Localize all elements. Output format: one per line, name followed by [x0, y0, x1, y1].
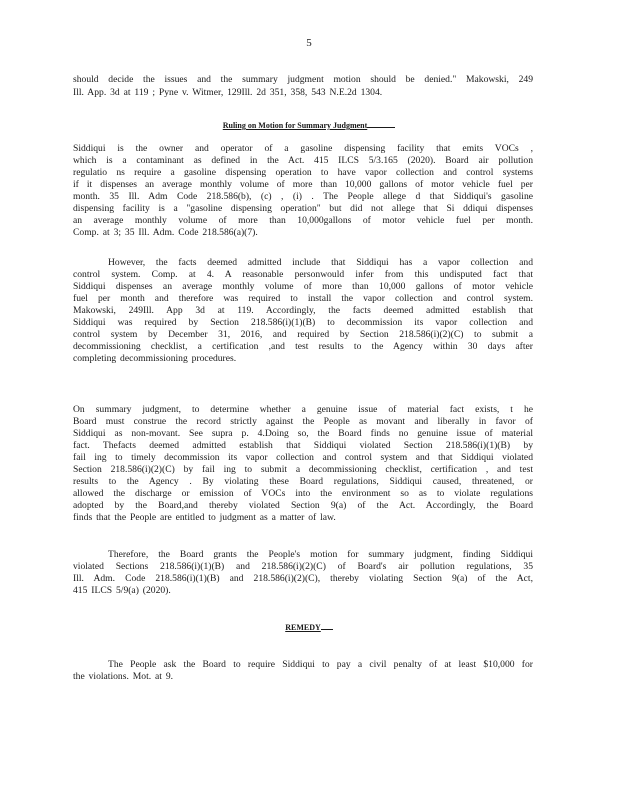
- text-line: Therefore, the Board grants the People's motion for summary judgment, finding Siddiqui: [108, 549, 533, 560]
- text-line: Comp. at 3; 35 Ill. Adm. Code 218.586(a)(7).: [73, 227, 258, 238]
- text-line: 415 ILCS 5/9(a) (2020).: [73, 585, 171, 596]
- section-heading-ruling-text: Ruling on Motion for Summary Judgment: [222, 121, 368, 130]
- text-line: which is a contaminant as defined in the Act. 415 ILCS 5/3.165 (2020). Board air pollution: [73, 155, 533, 166]
- section-heading-ruling: [0, 119, 618, 130]
- text-line: fuel per month and therefore was required to install the vapor collection and control system.: [73, 293, 533, 304]
- text-line: However, the facts deemed admitted include that Siddiqui has a vapor collection and: [108, 257, 533, 268]
- text-line: allowed the discharge or emission of VOCs into the environment so as to violate regulations: [73, 488, 533, 499]
- text-line: if it dispenses an average monthly volume of more than 10,000 gallons of motor vehicle fuel per: [73, 179, 533, 190]
- text-line: control system. Comp. at 4. A reasonable personwould infer from this undisputed fact that: [73, 269, 533, 280]
- text-line: month. 35 Ill. Adm Code 218.586(b), (c) , (i) . The People allege d that Siddiqui's gasoline: [73, 191, 533, 202]
- heading-underline: [367, 119, 395, 128]
- text-line: Siddiqui was required by Section 218.586(i)(1)(B) to decommission its vapor collection and: [73, 317, 533, 328]
- heading-underline: [321, 621, 333, 630]
- text-line: Ill. Adm. Code 218.586(i)(1)(B) and 218.586(i)(2)(C), thereby violating Section 9(a) of the Act,: [73, 573, 533, 584]
- text-line: dispensing facility is a "gasoline dispensing operation" but did not allege that Si ddiqui dispenses: [73, 203, 533, 214]
- text-line: violated Sections 218.586(i)(1)(B) and 218.586(i)(2)(C) of Board's air pollution regulations, 35: [73, 561, 533, 572]
- text-line: regulatio ns require a gasoline dispensing operation to have vapor collection and control systems: [73, 167, 533, 178]
- section-heading-remedy: [0, 621, 618, 632]
- text-line: adopted by the Board,and thereby violated Section 9(a) of the Act. Accordingly, the Board: [73, 500, 533, 511]
- text-line: an average monthly volume of more than 10,000gallons of motor vehicle fuel per month.: [73, 215, 533, 226]
- text-line: completing decommissioning procedures.: [73, 353, 237, 364]
- text-line: should decide the issues and the summary judgment motion should be denied." Makowski, 249: [73, 74, 533, 85]
- text-line: On summary judgment, to determine whether a genuine issue of material fact exists, t he: [73, 404, 533, 415]
- text-line: Makowski, 249Ill. App 3d at 119. Accordingly, the facts deemed admitted establish that: [73, 305, 533, 316]
- text-line: finds that the People are entitled to judgment as a matter of law.: [73, 512, 336, 523]
- section-heading-remedy-text: REMEDY: [285, 623, 321, 632]
- text-line: Siddiqui is the owner and operator of a gasoline dispensing facility that emits VOCs ,: [73, 143, 533, 154]
- text-line: decommissioning checklist, a certification ,and test results to the Agency within 30 days after: [73, 341, 533, 352]
- text-line: the violations. Mot. at 9.: [73, 671, 174, 682]
- text-line: The People ask the Board to require Siddiqui to pay a civil penalty of at least $10,000 for: [108, 659, 533, 670]
- text-line: Ill. App. 3d at 119 ; Pyne v. Witmer, 129Ill. 2d 351, 358, 543 N.E.2d 1304.: [73, 87, 383, 98]
- text-line: Siddiqui as non-movant. See supra p. 4.Doing so, the Board finds no genuine issue of material: [73, 428, 533, 439]
- text-line: Siddiqui dispenses an average monthly volume of more than 10,000 gallons of motor vehicle: [73, 281, 533, 292]
- text-line: results to the Agency . By violating these Board regulations, Siddiqui caused, threatened, or: [73, 476, 533, 487]
- page-number: 5: [306, 37, 312, 49]
- text-line: Board must construe the record strictly against the People as movant and liberally in favor of: [73, 416, 533, 427]
- text-line: control system by December 31, 2016, and required by Section 218.586(i)(2)(C) to submit a: [73, 329, 533, 340]
- text-line: fail ing to timely decommission its vapor collection and control system and that Siddiqui violated: [73, 452, 533, 463]
- text-line: fact. Thefacts deemed admitted establish that Siddiqui violated Section 218.586(i)(1)(B) by: [73, 440, 533, 451]
- text-line: Section 218.586(i)(2)(C) by fail ing to submit a decommissioning checklist, certification , and test: [73, 464, 533, 475]
